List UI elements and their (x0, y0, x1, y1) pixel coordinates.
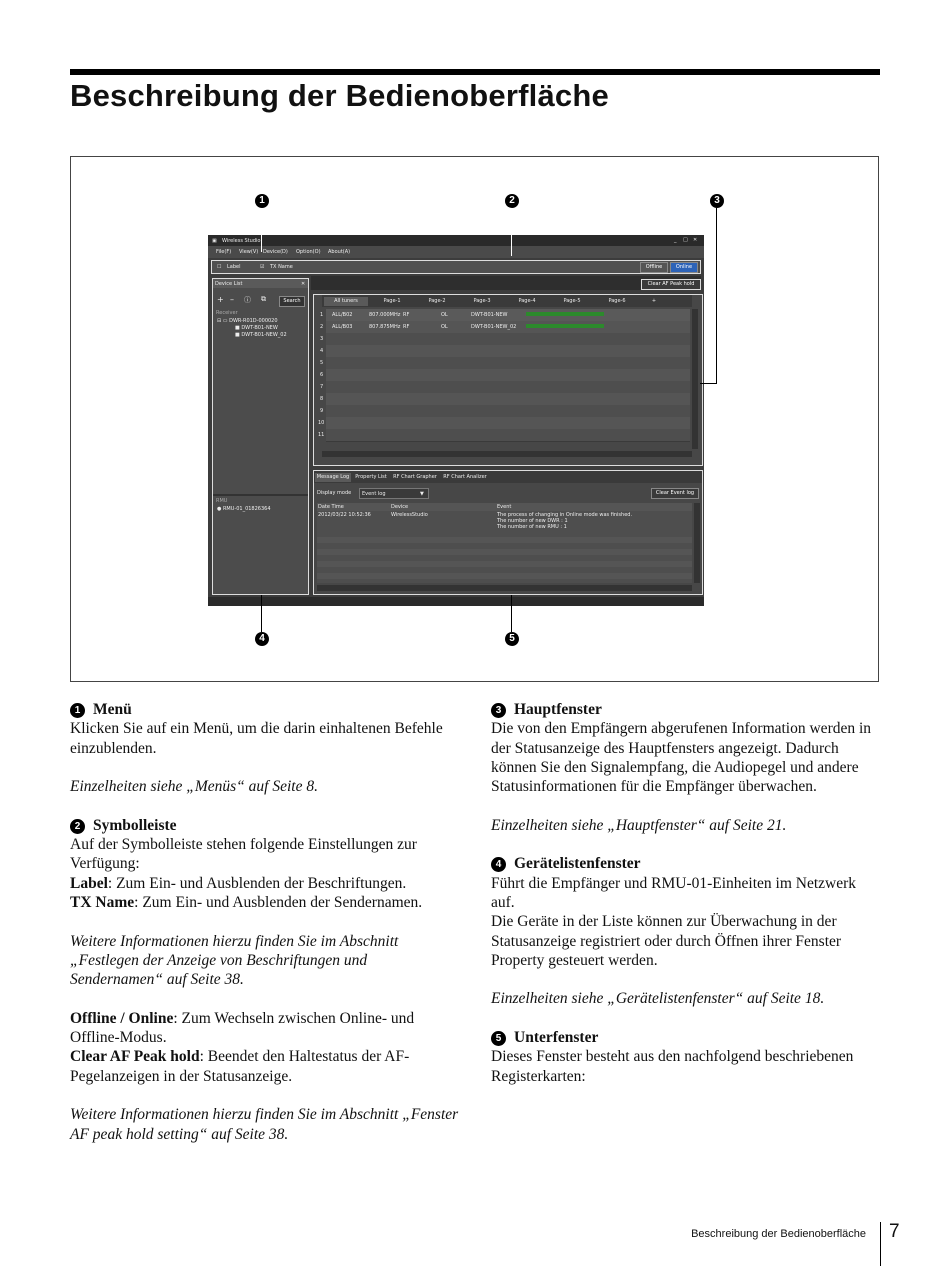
sub-tab-bar (314, 471, 702, 483)
minimize-icon[interactable]: _ (674, 237, 677, 243)
maximize-icon[interactable]: □ (683, 237, 688, 243)
heading-text: Unterfenster (514, 1029, 599, 1047)
device-list-description-1: Führt die Empfänger und RMU-01-Einheiten im Netzwerk auf. (491, 874, 857, 911)
toolbar-secondary (311, 276, 701, 290)
main-window-reference: Einzelheiten siehe „Hauptfenster“ auf Seite 21. (491, 816, 787, 834)
rmu-node[interactable]: ● RMU-01_01826364 (217, 506, 271, 512)
offline-button[interactable]: Offline (640, 262, 668, 273)
definition: : Zum Ein- und Ausblenden der Beschriftungen. (107, 874, 407, 892)
num-4: 4 (491, 857, 506, 872)
log-device: WirelessStudio (391, 512, 428, 518)
main-tab-bar (322, 295, 692, 307)
page-number: 7 (889, 1221, 900, 1242)
device-name: DWT-B01-NEW (471, 312, 508, 318)
term: Label (70, 874, 108, 892)
tab-rf-chart-analizer[interactable]: RF Chart Analizer (443, 474, 487, 480)
leader-line-3 (716, 208, 717, 383)
receiver-section-label: Receiver (216, 310, 238, 316)
definition: : Zum Wechseln zwischen Online- und Offline-Modus. (70, 1009, 415, 1047)
tab-page-5[interactable]: Page-5 (563, 298, 581, 304)
toolbar-description: Auf der Symbolleiste stehen folgende Einstellungen zur Verfügung: (70, 836, 417, 873)
remove-icon[interactable]: – (230, 295, 234, 304)
main-window-description: Die von den Empfängern abgerufenen Information werden in der Statusanzeige des Hauptfensters angezeigt. Dadurch können Sie den Signalempfang, die Audiopegel und andere Statusinformationen für die Empfänger überwachen. (491, 720, 872, 796)
callout-5: 5 (505, 632, 519, 646)
tab-page-4[interactable]: Page-4 (518, 298, 536, 304)
col-event[interactable]: Event (497, 504, 512, 510)
toolbar (211, 260, 701, 274)
rmu-section-label: RMU (216, 498, 228, 504)
tab-page-6[interactable]: Page-6 (608, 298, 626, 304)
num-1: 1 (70, 703, 85, 718)
app-logo-icon: ▣ (212, 238, 217, 244)
label-checkbox-text: Label (227, 264, 241, 270)
log-horizontal-scrollbar[interactable] (317, 585, 692, 591)
tab-page-2[interactable]: Page-2 (428, 298, 446, 304)
log-event-3: The number of new RMU : 1 (497, 524, 567, 530)
callout-4: 4 (255, 632, 269, 646)
af-level-meter (526, 312, 604, 316)
page-title: Beschreibung der Bedienoberfläche (70, 78, 609, 113)
right-column (491, 700, 881, 1086)
receiver-node[interactable]: ⊟ ▭ DWR-R01D-000020 (217, 318, 278, 324)
display-mode-value: Event log (362, 491, 386, 497)
menu-reference: Einzelheiten siehe „Menüs“ auf Seite 8. (70, 778, 318, 796)
vertical-scrollbar[interactable] (692, 309, 698, 449)
log-event-1: The process of changing in Online mode was finished. (497, 512, 633, 518)
tx-node-1[interactable]: ■ DWT-B01-NEW (235, 325, 278, 331)
row-number: 4 (320, 348, 324, 354)
callout-3: 3 (710, 194, 724, 208)
log-row[interactable] (317, 511, 692, 531)
row-number: 11 (318, 432, 325, 438)
device-name: DWT-B01-NEW_02 (471, 324, 517, 330)
tab-all-tuners[interactable]: All tuners (324, 297, 368, 306)
row-number: 2 (320, 324, 324, 330)
log-event-2: The number of new DWR : 1 (497, 518, 568, 524)
tx-node-2[interactable]: ■ DWT-B01-NEW_02 (235, 332, 287, 338)
leader-line-4 (261, 595, 262, 632)
leader-line-3b (700, 383, 717, 384)
tab-add[interactable]: + (651, 298, 657, 304)
footer-divider (880, 1222, 881, 1266)
close-icon[interactable]: ✕ (693, 237, 698, 243)
heading-text: Gerätelistenfenster (514, 855, 641, 873)
window-title: Wireless Studio (222, 238, 261, 244)
leader-line-5 (511, 595, 512, 632)
online-button[interactable]: Online (670, 262, 698, 273)
callout-2: 2 (505, 194, 519, 208)
info-icon[interactable]: ⓘ (244, 296, 251, 304)
menu-device[interactable]: Device(D) (263, 249, 288, 255)
left-column (70, 700, 460, 1144)
menu-bar (208, 246, 704, 258)
chevron-down-icon: ▼ (420, 491, 424, 497)
af-peak-reference: Weitere Informationen hierzu finden Sie im Abschnitt „Fenster AF peak hold setting“ auf Seite 38. (70, 1106, 459, 1143)
txname-checkbox[interactable]: ☑ (260, 264, 265, 270)
term: Clear AF Peak hold (70, 1048, 200, 1066)
sub-window (313, 470, 703, 595)
rf-meter-label: RF (403, 324, 410, 330)
status-bar (208, 597, 704, 606)
af-level-meter (526, 324, 604, 328)
tab-page-1[interactable]: Page-1 (383, 298, 401, 304)
device-list-heading (491, 854, 881, 873)
col-device[interactable]: Device (391, 504, 409, 510)
rf-meter-label: RF (403, 312, 410, 318)
menu-file[interactable]: File(F) (216, 249, 232, 255)
num-3: 3 (491, 703, 506, 718)
clear-af-peak-button[interactable]: Clear AF Peak hold (641, 279, 701, 290)
device-list-description-2: Die Geräte in der Liste können zur Überwachung in der Statusanzeige registriert oder durch Öffnen ihrer Fenster Property gesteuert werden. (491, 913, 842, 969)
log-header (317, 503, 692, 511)
display-mode-select[interactable] (359, 488, 429, 499)
row-number: 1 (320, 312, 324, 318)
main-window-heading (491, 700, 881, 719)
toolbar-heading (70, 816, 460, 835)
num-5: 5 (491, 1031, 506, 1046)
menu-option[interactable]: Option(O) (296, 249, 321, 255)
row-number: 10 (318, 420, 325, 426)
callout-1: 1 (255, 194, 269, 208)
row-number: 9 (320, 408, 324, 414)
receiver-name: DWR-R01D-000020 (229, 318, 278, 324)
row-number: 6 (320, 372, 324, 378)
clear-af-description (70, 1047, 460, 1086)
add-icon[interactable]: + (217, 295, 224, 304)
title-rule (70, 69, 880, 75)
row-number: 7 (320, 384, 324, 390)
clear-event-log-button[interactable]: Clear Event log (651, 488, 699, 499)
log-empty-area (317, 531, 692, 583)
leader-line-1 (261, 208, 262, 252)
device-list-panel (212, 278, 309, 595)
heading-text: Hauptfenster (514, 701, 602, 718)
log-datetime: 2012/03/22 10:52:36 (318, 512, 371, 518)
menu-about[interactable]: About(A) (328, 249, 351, 255)
menu-heading (70, 700, 460, 719)
app-screenshot (208, 235, 704, 606)
frequency: 807.000MHz (369, 312, 401, 318)
ol-meter-label: OL (441, 324, 448, 330)
table-row[interactable] (318, 429, 690, 442)
heading-text: Menü (93, 701, 132, 718)
log-vertical-scrollbar[interactable] (694, 503, 700, 583)
panel-divider (213, 494, 308, 496)
online-description (70, 1009, 460, 1048)
app-titlebar (208, 235, 704, 246)
window-icon[interactable]: ⧉ (261, 295, 266, 303)
label-description (70, 874, 460, 893)
tab-message-log[interactable]: Message Log (316, 474, 350, 480)
horizontal-scrollbar[interactable] (322, 451, 692, 457)
menu-view[interactable]: View(V) (239, 249, 259, 255)
tab-property-list[interactable]: Property List (355, 474, 387, 480)
footer-title: Beschreibung der Bedienoberfläche (691, 1228, 866, 1240)
main-window (313, 294, 703, 466)
row-number: 3 (320, 336, 324, 342)
definition: : Beendet den Haltestatus der AF-Pegelanzeigen in der Statusanzeige. (70, 1048, 410, 1085)
channel-name: ALL/B02 (332, 312, 353, 318)
device-list-title: Device List (215, 281, 243, 287)
tx-name-1: DWT-B01-NEW (241, 325, 278, 331)
device-list-reference: Einzelheiten siehe „Gerätelistenfenster“ auf Seite 18. (491, 990, 825, 1008)
txname-checkbox-text: TX Name (270, 264, 293, 270)
rmu-name: RMU-01_01826364 (222, 506, 271, 512)
tab-rf-chart-grapher[interactable]: RF Chart Grapher (393, 474, 437, 480)
device-list-header (213, 279, 308, 288)
frequency: 807.875MHz (369, 324, 401, 330)
menu-description: Klicken Sie auf ein Menü, um die darin einhaltenen Befehle einzublenden. (70, 720, 443, 757)
search-button[interactable]: Search (279, 296, 305, 307)
device-list-close-icon[interactable]: ✕ (301, 281, 306, 287)
leader-line-2 (511, 208, 512, 256)
row-number: 5 (320, 360, 324, 366)
sub-window-heading (491, 1028, 881, 1047)
term: TX Name (70, 893, 135, 911)
num-2: 2 (70, 819, 85, 834)
display-mode-label: Display mode (317, 490, 352, 496)
term: Offline / Online (70, 1009, 174, 1027)
label-checkbox[interactable]: ☐ (217, 264, 222, 270)
tab-page-3[interactable]: Page-3 (473, 298, 491, 304)
sub-window-description: Dieses Fenster besteht aus den nachfolgend beschriebenen Registerkarten: (491, 1048, 854, 1085)
col-datetime[interactable]: Date Time (318, 504, 344, 510)
txname-description (70, 893, 460, 912)
label-reference: Weitere Informationen hierzu finden Sie im Abschnitt „Festlegen der Anzeige von Beschriftungen und Sendernamen“ auf Seite 38. (70, 932, 399, 989)
row-number: 8 (320, 396, 324, 402)
definition: : Zum Ein- und Ausblenden der Sendernamen. (134, 893, 423, 911)
ol-meter-label: OL (441, 312, 448, 318)
heading-text: Symbolleiste (93, 816, 177, 834)
tx-name-2: DWT-B01-NEW_02 (241, 332, 287, 338)
channel-name: ALL/B03 (332, 324, 353, 330)
